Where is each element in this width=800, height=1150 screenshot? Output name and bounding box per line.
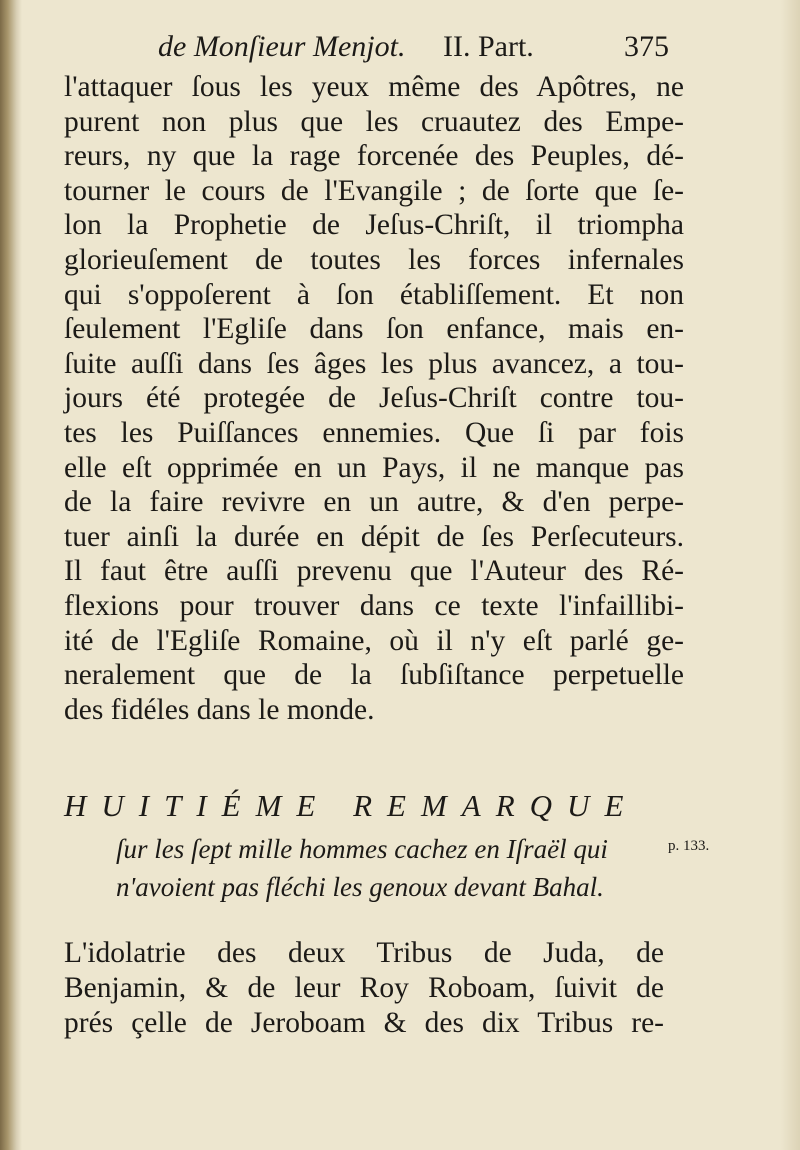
text-line: de la faire revivre en un autre, & d'en perpe- <box>64 486 684 519</box>
text-line: glorieuſement de toutes les forces infernales <box>64 243 684 276</box>
running-title: de Monſieur Menjot. <box>158 30 406 63</box>
text-line: des fidéles dans le monde. <box>64 693 375 726</box>
text-line: jours été protegée de Jeſus-Chriſt contre tou- <box>64 382 684 415</box>
text-line: prés çelle de Jeroboam & des dix Tribus re- <box>64 1007 664 1039</box>
text-line: reurs, ny que la rage forcenée des Peuples, dé- <box>64 140 684 173</box>
text-line: Benjamin, & de leur Roy Roboam, ſuivit de <box>64 972 664 1004</box>
running-header <box>158 30 678 70</box>
text-line: ſeulement l'Egliſe dans ſon enfance, mais en- <box>64 313 684 346</box>
page-edge <box>780 0 800 1150</box>
subtitle-line: ſur les ſept mille hommes cachez en Iſraël qui <box>116 834 608 864</box>
part-label: II. Part. <box>443 30 534 63</box>
text-line: ſuite auſſi dans ſes âges les plus avancez, a tou- <box>64 347 684 380</box>
text-line: tes les Puiſſances ennemies. Que ſi par fois <box>64 416 684 449</box>
paragraph-2 <box>64 936 664 1041</box>
text-line: purent non plus que les cruautez des Empe- <box>64 105 684 138</box>
subtitle-line: n'avoient pas fléchi les genoux devant Bahal. <box>116 872 604 902</box>
paragraph-1 <box>64 70 684 727</box>
text-line: neralement que de la ſubſiſtance perpetuelle <box>64 659 684 692</box>
page-number: 375 <box>624 30 669 63</box>
section-subtitle <box>116 830 676 906</box>
page-gutter-shadow <box>0 0 22 1150</box>
text-line: tuer ainſi la durée en dépit de ſes Perſecuteurs. <box>64 520 684 553</box>
margin-reference: p. 133. <box>668 838 710 854</box>
section-heading: HUITIÉME REMARQUE <box>64 788 639 823</box>
text-line: flexions pour trouver dans ce texte l'infaillibi- <box>64 589 684 622</box>
text-line: tourner le cours de l'Evangile ; de ſorte que ſe- <box>64 174 684 207</box>
text-line: lon la Prophetie de Jeſus-Chriſt, il triompha <box>64 209 684 242</box>
text-line: qui s'oppoſerent à ſon établiſſement. Et non <box>64 278 684 311</box>
text-line: Il faut être auſſi prevenu que l'Auteur des Ré- <box>64 555 684 588</box>
text-line: L'idolatrie des deux Tribus de Juda, de <box>64 937 664 969</box>
text-line: elle eſt opprimée en un Pays, il ne manque pas <box>64 451 684 484</box>
text-line: l'attaquer ſous les yeux même des Apôtres, ne <box>64 71 684 103</box>
text-line: ité de l'Egliſe Romaine, où il n'y eſt parlé ge- <box>64 624 684 657</box>
